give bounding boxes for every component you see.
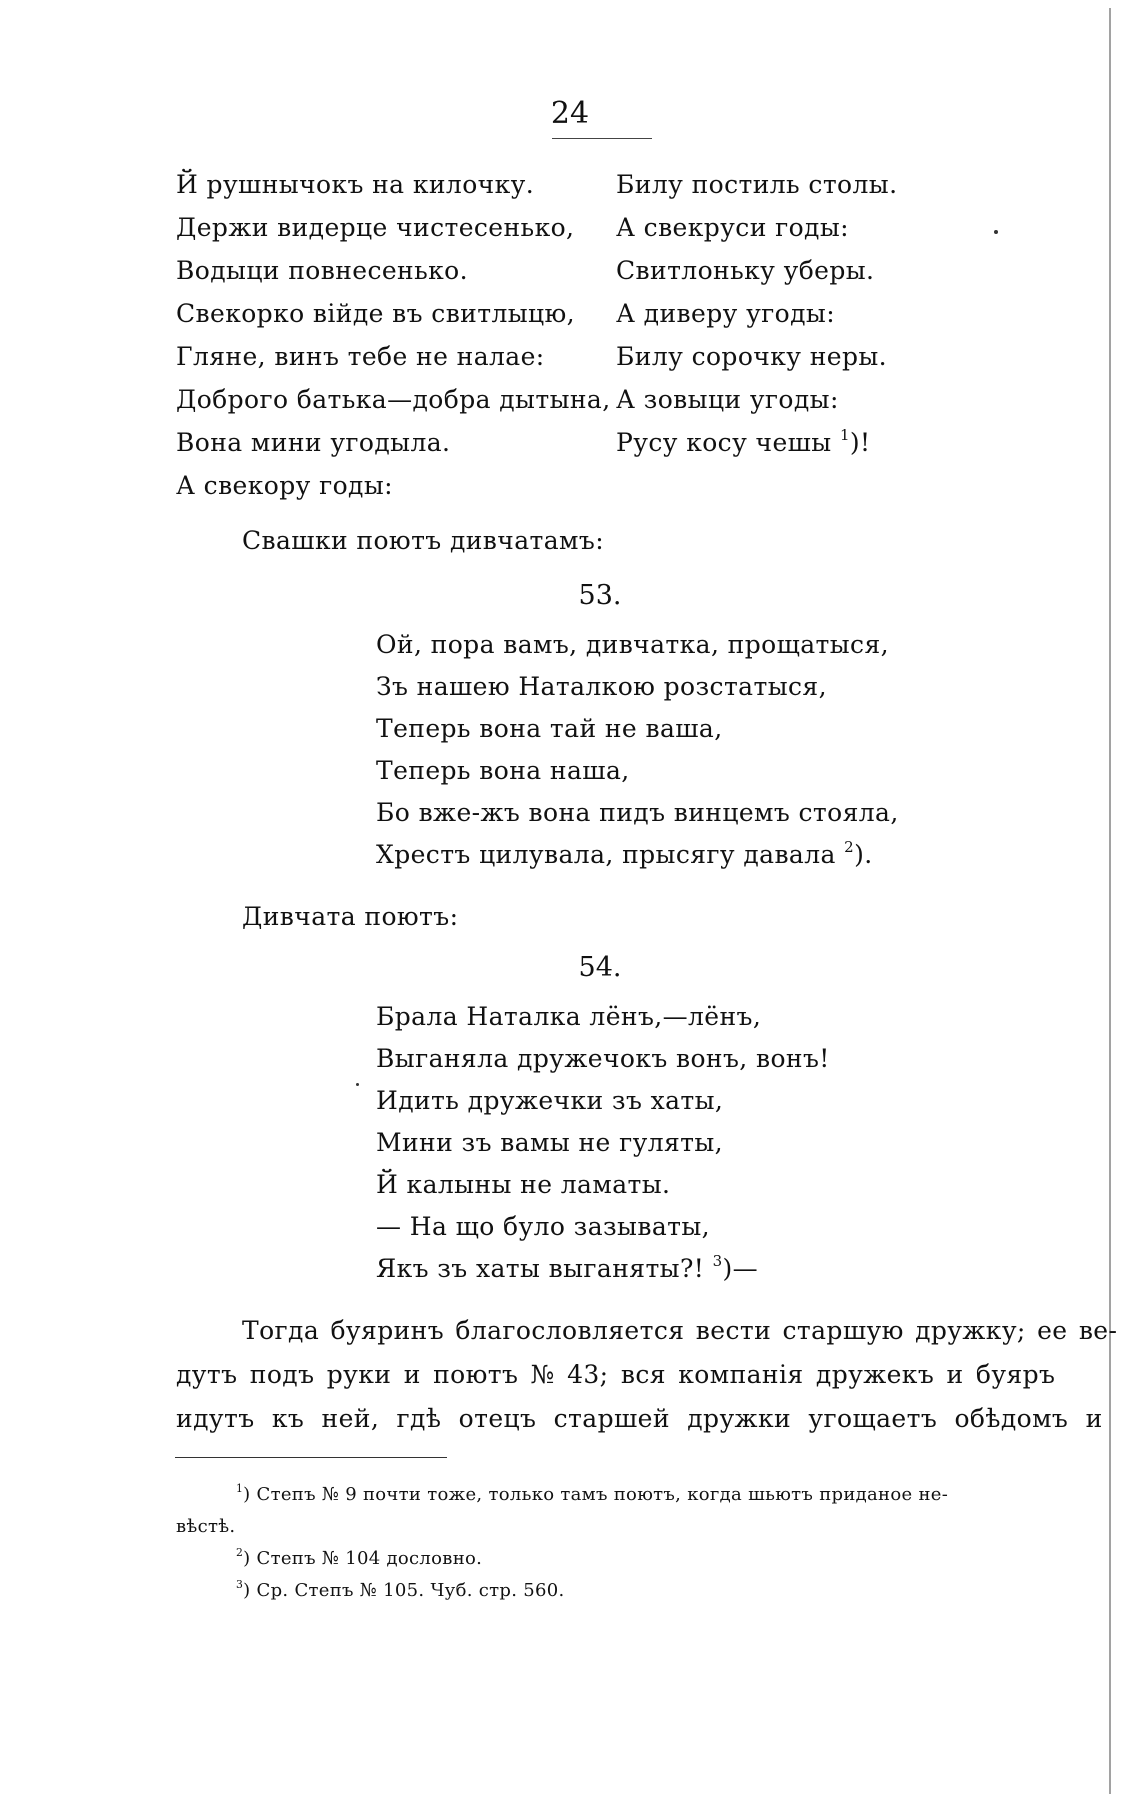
right-column-line (616, 426, 871, 457)
footnote-continuation: вѣстѣ. (176, 1516, 236, 1537)
verse-line: Ой, пора вамъ, дивчатка, прощатыся, (376, 630, 889, 659)
footnote-mark: 1 (236, 1482, 244, 1495)
left-column-line: Держи видерце чистесенько, (176, 213, 575, 242)
verse-line: Идить дружечки зъ хаты, (376, 1086, 724, 1115)
right-column-line: Билу постиль столы. (616, 170, 898, 199)
footnote (236, 1546, 483, 1569)
footnote-ref: 3 (712, 1252, 723, 1270)
page-edge-line (1109, 8, 1111, 1794)
verse-line: — На що було зазываты, (376, 1212, 711, 1241)
verse-line (376, 838, 873, 869)
line-text: )! (849, 428, 871, 457)
song-number: 54. (578, 952, 622, 983)
song-intro: Дивчата поютъ: (242, 902, 459, 931)
verse-line (376, 1252, 759, 1283)
right-column-line: Свитлоньку уберы. (616, 256, 875, 285)
line-text: Якъ зъ хаты выганяты?! (376, 1254, 713, 1283)
left-column-line: Доброго батька—добра дытына, (176, 385, 611, 414)
verse-line: Зъ нашею Наталкою розстатыся, (376, 672, 827, 701)
ink-speck (994, 230, 998, 234)
prose-line: дутъ подъ руки и поютъ № 43; вся компанія дружекъ и буяръ (176, 1360, 1056, 1389)
line-text: ). (854, 840, 873, 869)
footnote-mark: 2 (236, 1546, 244, 1559)
footnote-text: ) Ср. Степъ № 105. Чуб. стр. 560. (243, 1580, 565, 1601)
footnote (236, 1482, 949, 1505)
page-number-rule (552, 138, 652, 139)
song-intro: Свашки поютъ дивчатамъ: (242, 526, 605, 555)
footnote-text: ) Степъ № 9 почти тоже, только тамъ поютъ, когда шьютъ приданое не- (243, 1484, 949, 1505)
footnote-text: ) Степъ № 104 дословно. (243, 1548, 483, 1569)
left-column-line: Гляне, винъ тебе не налае: (176, 342, 545, 371)
left-column-line: Водыци повнесенько. (176, 256, 468, 285)
left-column-line: Свекорко війде въ свитлыцю, (176, 299, 576, 328)
footnote-ref: 2 (844, 838, 855, 856)
left-column-line: А свекору годы: (176, 471, 393, 500)
verse-line: Выганяла дружечокъ вонъ, вонъ! (376, 1044, 830, 1073)
footnote-rule (175, 1457, 447, 1458)
verse-line: Теперь вона наша, (376, 756, 630, 785)
verse-line: Брала Наталка лёнъ,—лёнъ, (376, 1002, 762, 1031)
song-number: 53. (578, 580, 622, 611)
verse-line: Мини зъ вамы не гуляты, (376, 1128, 724, 1157)
line-text: Русу косу чешы (616, 428, 840, 457)
left-column-line: Вона мини угодыла. (176, 428, 451, 457)
prose-line: Тогда буяринъ благословляется вести старшую дружку; ее ве- (242, 1316, 1118, 1345)
ink-speck (356, 1083, 359, 1086)
line-text: Хрестъ цилувала, прысягу давала (376, 840, 845, 869)
footnote-mark: 3 (236, 1578, 244, 1591)
left-column-line: Й рушнычокъ на килочку. (176, 170, 535, 199)
page-number: 24 (550, 96, 590, 131)
right-column-line: А свекруси годы: (616, 213, 849, 242)
footnote (236, 1578, 565, 1601)
verse-line: Й калыны не ламаты. (376, 1170, 671, 1199)
prose-line: идутъ къ ней, гдѣ отецъ старшей дружки угощаетъ обѣдомъ и (176, 1404, 1103, 1433)
verse-line: Теперь вона тай не ваша, (376, 714, 723, 743)
verse-line: Бо вже-жъ вона пидъ винцемъ стояла, (376, 798, 899, 827)
right-column-line: Билу сорочку неры. (616, 342, 887, 371)
right-column-line: А диверу угоды: (616, 299, 836, 328)
line-text: )— (722, 1254, 759, 1283)
footnote-ref: 1 (839, 426, 850, 444)
right-column-line: А зовыци угоды: (616, 385, 839, 414)
